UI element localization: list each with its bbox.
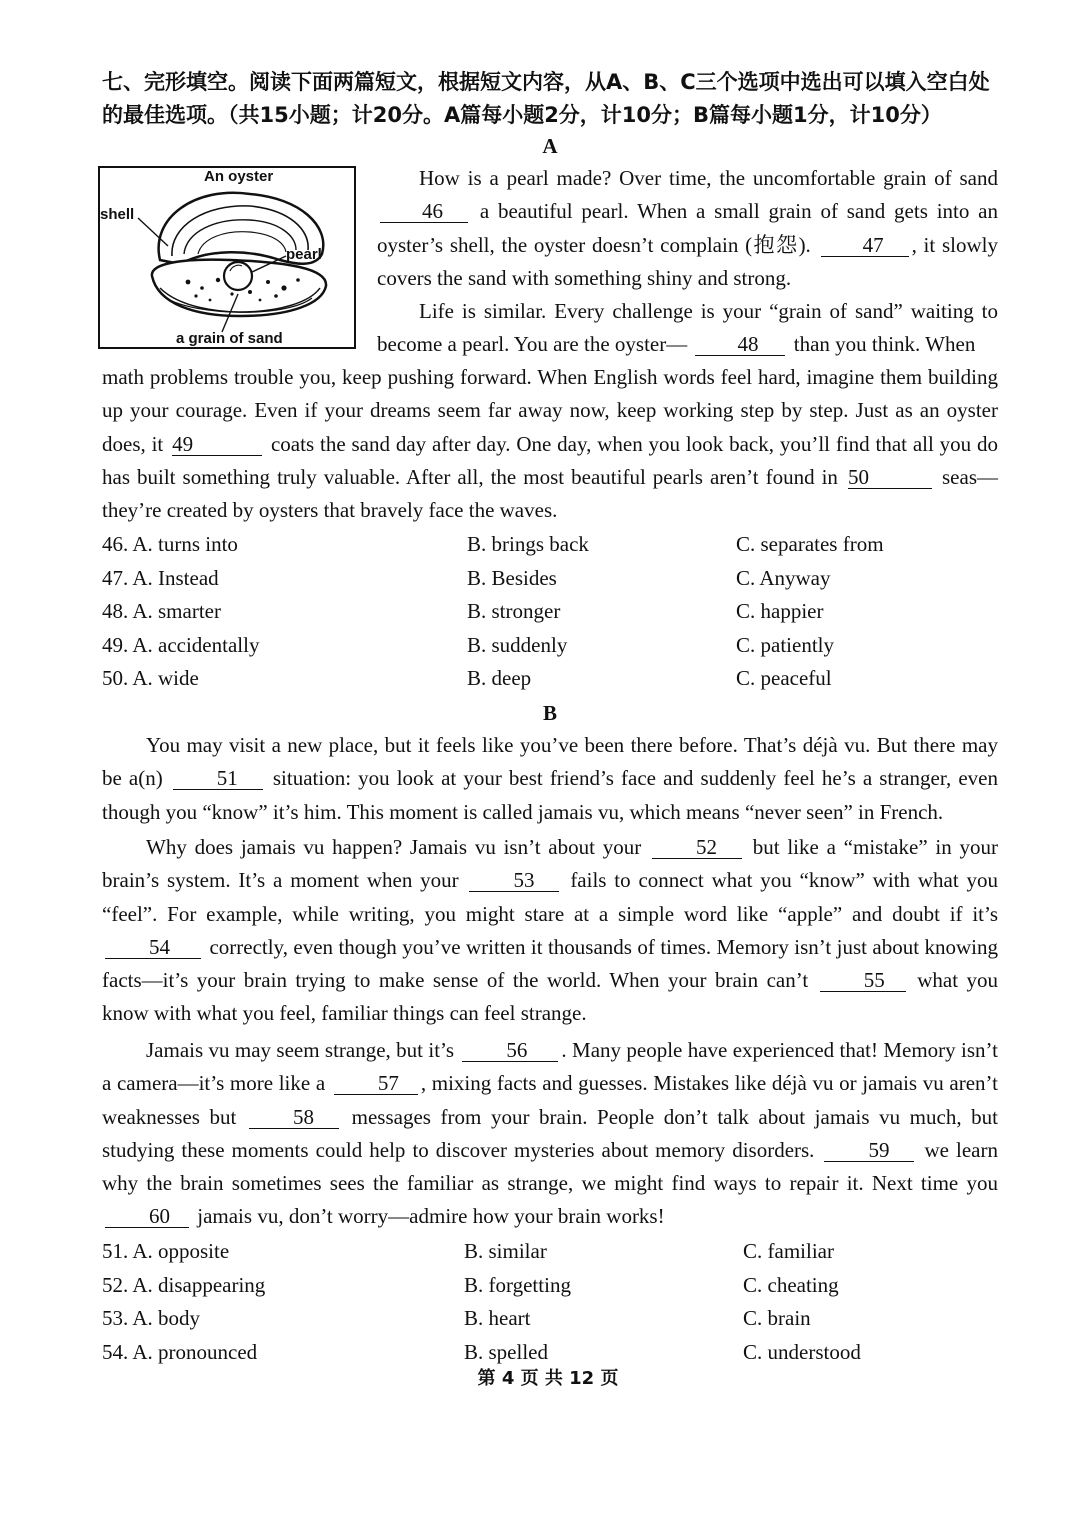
option-49-c[interactable]: C. patiently [736,632,834,657]
blank-57[interactable]: 57 [334,1072,418,1095]
passage-b-paragraph-1: You may visit a new place, but it feels like you’ve been there before. That’s déjà vu. But there may be a(n) 51 situation: you look at your best friend’s face and suddenly feel he’s a stranger, even though you “know” it’s him. This moment is called jamais vu, which means “never seen” in French. [102,733,998,824]
question-47-options [102,562,1002,596]
question-50-options [102,662,1002,696]
section-heading: 七、完形填空。阅读下面两篇短文，根据短文内容，从A、B、C三个选项中选出可以填入空白处的最佳选项。（共15小题；计20分。A篇每小题2分，计10分；B篇每小题1分，计10分） [102,70,990,127]
blank-52[interactable]: 52 [652,836,742,859]
blank-47[interactable]: 47 [821,234,909,257]
paragraph-2-line-2-tail: than you think. When [793,332,976,357]
option-48-a[interactable]: 48. A. smarter [102,599,221,624]
option-52-c[interactable]: C. cheating [743,1272,839,1297]
blank-51[interactable]: 51 [173,767,263,790]
option-51-a[interactable]: 51. A. opposite [102,1239,230,1263]
option-46-c[interactable]: C. separates from [736,532,884,556]
option-50-c[interactable]: C. peaceful [736,666,832,691]
blank-54[interactable]: 54 [105,936,201,959]
passage-a-paragraph-1: How is a pearl made? Over time, the uncomfortable grain of sand 46 a beautiful pearl. When a small grain of sand gets into an oyster’s shell, the oyster doesn’t complain (抱怨). 47 , it slowly covers the sand with something shiny and strong. [377,166,999,290]
blank-56[interactable]: 56 [462,1039,558,1062]
option-46-b[interactable]: B. brings back [467,532,589,556]
blank-53[interactable]: 53 [469,869,559,892]
option-53-b[interactable]: B. heart [464,1306,531,1331]
passage-a-paragraph-2: math problems trouble you, keep pushing forward. When English words feel hard, imagine them building up your courage. Even if your dreams seem far away now, keep working step by step. Just as an oyster does, it 49 coats the sand day after day. One day, when you look back, you’ll find that all you do has built something truly valuable. After all, the most beautiful pearls aren’t found in 50 seas—they’re created by oysters that bravely face the waves. [102,365,999,523]
illustration-pearl-label: pearl [286,246,322,263]
question-51-options [102,1235,1002,1269]
passage-b-paragraph-3: Jamais vu may seem strange, but it’s 56 . Many people have experienced that! Memory isn’t a camera—it’s more like a 57 , mixing facts and guesses. Mistakes like déjà vu or jamais vu aren’t weaknesses but 58 messages from your brain. People don’t talk about jamais vu much, but studying these moments could help to discover mysteries about memory disorders. 59 we learn why the brain sometimes sees the familiar as strange, we might find ways to repair it. Next time you 60 jamais vu, don’t worry—admire how your brain works! [102,1038,999,1229]
option-53-a[interactable]: 53. A. body [102,1306,201,1331]
option-52-b[interactable]: B. forgetting [464,1272,571,1297]
option-47-a[interactable]: 47. A. Instead [102,565,219,590]
option-46-a[interactable]: 46. A. turns into [102,532,238,556]
option-48-b[interactable]: B. stronger [467,599,561,624]
option-54-a[interactable]: 54. A. pronounced [102,1339,258,1364]
option-48-c[interactable]: C. happier [736,599,824,624]
passage-a-paragraph-2-top: Life is similar. Every challenge is your “grain of sand” waiting to become a pearl. You are the oyster— 48 than you think. When [377,299,998,357]
passage-a-label: A [542,134,558,158]
option-54-c[interactable]: C. understood [743,1339,861,1364]
blank-58[interactable]: 58 [249,1106,339,1129]
passage-a-options [102,528,1002,696]
option-50-b[interactable]: B. deep [467,666,532,691]
option-49-b[interactable]: B. suddenly [467,632,568,657]
blank-46[interactable]: 46 [380,200,468,223]
illustration-grain-label: a grain of sand [176,330,283,347]
option-53-c[interactable]: C. brain [743,1306,811,1331]
question-53-options [102,1302,1002,1336]
option-47-c[interactable]: C. Anyway [736,565,831,590]
passage-b-label: B [542,701,557,725]
blank-60[interactable]: 60 [105,1205,189,1228]
question-46-options [102,528,1002,562]
option-52-a[interactable]: 52. A. disappearing [102,1272,266,1297]
oyster-illustration [98,166,356,349]
page-footer: 第 4 页 共 12 页 [477,1368,619,1389]
illustration-shell-label: shell [100,206,135,223]
option-49-a[interactable]: 49. A. accidentally [102,632,260,657]
blank-48[interactable]: 48 [695,333,785,356]
blank-59[interactable]: 59 [824,1139,914,1162]
passage-b-paragraph-2: Why does jamais vu happen? Jamais vu isn’t about your 52 but like a “mistake” in your brain’s system. It’s a moment when your 53 fails to connect what you “know” with what you “feel”. For example, while writing, you might stare at a simple word like “apple” and doubt if it’s 54 correctly, even though you’ve written it thousands of times. Memory isn’t just about knowing facts—it’s your brain trying to make sense of the world. When your brain can’t 55 what you know with what you feel, familiar things can feel strange. [102,835,999,1026]
question-48-options [102,595,1002,629]
option-51-b[interactable]: B. similar [464,1239,547,1263]
question-52-options [102,1269,1002,1303]
option-47-b[interactable]: B. Besides [467,565,557,590]
option-51-c[interactable]: C. familiar [743,1239,834,1263]
paragraph-2-body: math problems trouble you, keep pushing forward. When English words feel hard, imagine them building up your courage. Even if your dreams seem far away now, keep working step by step. Just as an oyster does, it [102,365,998,456]
option-50-a[interactable]: 50. A. wide [102,666,199,691]
blank-49[interactable]: 49 [172,433,262,456]
illustration-title: An oyster [204,168,274,185]
passage-b-options [102,1235,1002,1369]
question-49-options [102,629,1002,663]
blank-55[interactable]: 55 [820,969,906,992]
option-54-b[interactable]: B. spelled [464,1339,548,1364]
blank-50[interactable]: 50 [848,466,932,489]
